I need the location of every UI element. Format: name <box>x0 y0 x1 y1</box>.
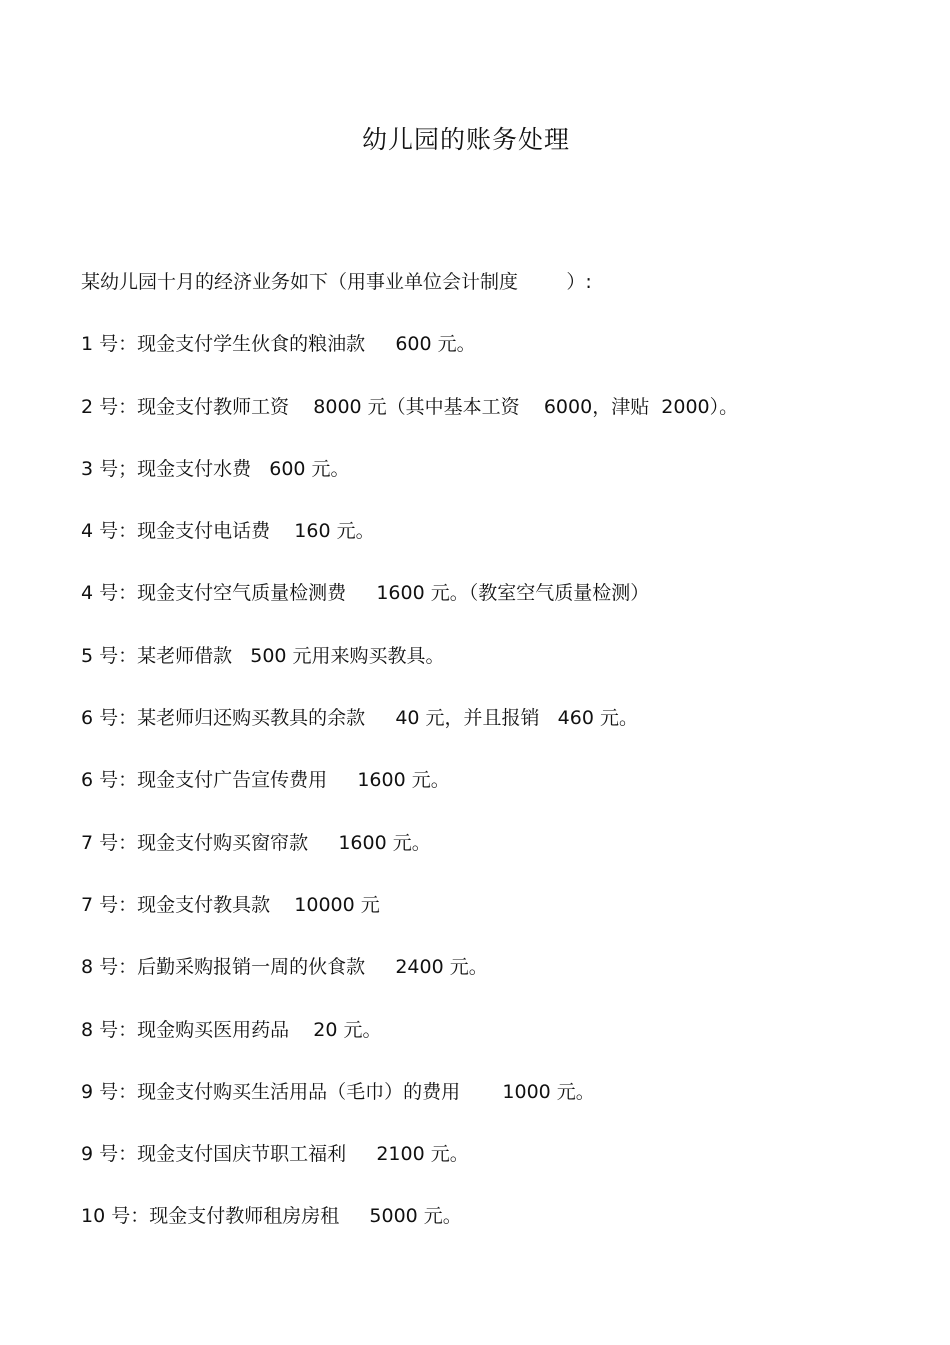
entry-line: 3 号；现金支付水费 600 元。 <box>81 457 350 480</box>
entry-line: 10 号：现金支付教师租房房租 5000 元。 <box>81 1205 462 1228</box>
entry-line: 9 号：现金支付购买生活用品（毛巾）的费用 1000 元。 <box>81 1080 595 1103</box>
entry-line: 1 号：现金支付学生伙食的粮油款 600 元。 <box>81 333 476 356</box>
entry-line: 6 号：现金支付广告宣传费用 1600 元。 <box>81 769 450 792</box>
intro-paragraph: 某幼儿园十月的经济业务如下（用事业单位会计制度 ）: <box>81 271 592 293</box>
document-title: 幼儿园的账务处理 <box>361 125 570 154</box>
entry-line: 7 号：现金支付教具款 10000 元 <box>81 893 380 916</box>
entry-line: 9 号：现金支付国庆节职工福利 2100 元。 <box>81 1143 469 1166</box>
entry-line: 2 号：现金支付教师工资 8000 元（其中基本工资 6000，津贴 2000）。 <box>81 395 739 418</box>
entry-line: 6 号：某老师归还购买教具的余款 40 元，并且报销 460 元。 <box>81 707 638 730</box>
entry-line: 8 号：现金购买医用药品 20 元。 <box>81 1018 382 1041</box>
entry-line: 8 号：后勤采购报销一周的伙食款 2400 元。 <box>81 956 488 979</box>
document-body <box>81 267 921 1264</box>
entry-line: 5 号：某老师借款 500 元用来购买教具。 <box>81 644 445 667</box>
entry-line: 4 号：现金支付空气质量检测费 1600 元。（教室空气质量检测） <box>81 582 650 605</box>
entry-line: 4 号：现金支付电话费 160 元。 <box>81 520 375 543</box>
entry-line: 7 号：现金支付购买窗帘款 1600 元。 <box>81 831 431 854</box>
